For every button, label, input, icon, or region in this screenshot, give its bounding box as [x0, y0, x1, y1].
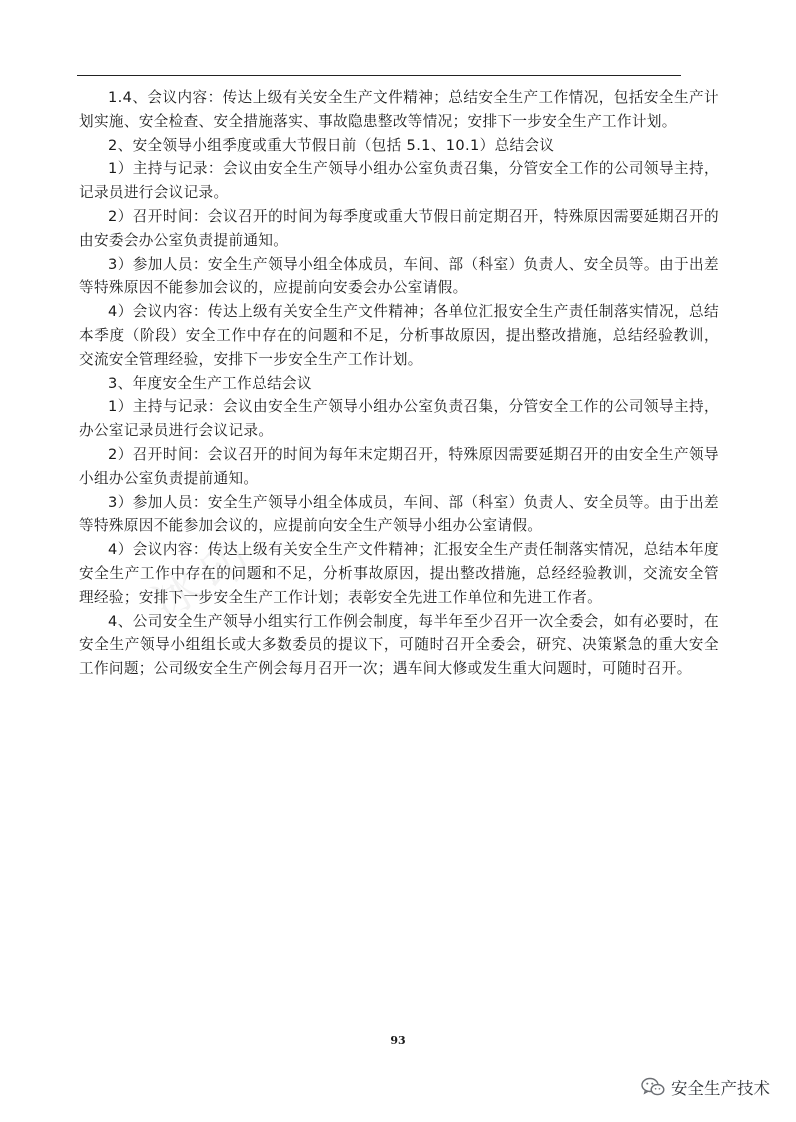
paragraph-2-quarterly-meeting: 2、安全领导小组季度或重大节假日前（包括 5.1、10.1）总结会议	[108, 136, 555, 154]
paragraph-2-1-host: 1）主持与记录：会议由安全生产领导小组办公室负责召集，分管安全工作的公司领导主持，记录员进行会议记录。	[79, 160, 719, 202]
paragraph-2-2-time: 2）召开时间：会议召开的时间为每季度或重大节假日前定期召开，特殊原因需要延期召开的由安委会办公室负责提前通知。	[79, 207, 719, 249]
paragraph-3-annual-meeting: 3、年度安全生产工作总结会议	[108, 374, 312, 392]
brand-watermark	[641, 1075, 770, 1099]
paragraph-2-3-attendees: 3）参加人员：安全生产领导小组全体成员，车间、部（科室）负责人、安全员等。由于出差等特殊原因不能参加会议的，应提前向安委会办公室请假。	[79, 255, 719, 297]
document-body	[79, 86, 719, 681]
paragraph-3-4-content: 4）会议内容：传达上级有关安全生产文件精神；汇报安全生产责任制落实情况，总结本年度安全生产工作中存在的问题和不足，分析事故原因，提出整改措施，总经经验教训，交流安全管理经验；安排下一步安全生产工作计划；表彰安全先进工作单位和先进工作者。	[79, 541, 719, 606]
brand-name: 安全生产技术	[671, 1079, 770, 1098]
watermark: 冰印	[142, 526, 267, 629]
paragraph-3-2-time: 2）召开时间：会议召开的时间为每年末定期召开，特殊原因需要延期召开的由安全生产领导小组办公室负责提前通知。	[79, 445, 719, 487]
page-number: 93	[390, 1034, 406, 1047]
paragraph-1-4-meeting-content: 1.4、会议内容：传达上级有关安全生产文件精神；总结安全生产工作情况，包括安全生产计划实施、安全检查、安全措施落实、事故隐患整改等情况；安排下一步安全生产工作计划。	[79, 89, 719, 130]
paragraph-3-1-host: 1）主持与记录：会议由安全生产领导小组办公室负责召集，分管安全工作的公司领导主持，办公室记录员进行会议记录。	[79, 398, 719, 440]
paragraph-3-3-attendees: 3）参加人员：安全生产领导小组全体成员，车间、部（科室）负责人、安全员等。由于出差等特殊原因不能参加会议的，应提前向安全生产领导小组办公室请假。	[79, 493, 719, 535]
paragraph-2-4-content: 4）会议内容：传达上级有关安全生产文件精神；各单位汇报安全生产责任制落实情况，总结本季度（阶段）安全工作中存在的问题和不足，分析事故原因，提出整改措施，总结经验教训，交流安全管理经验，安排下一步安全生产工作计划。	[79, 303, 719, 368]
paragraph-4-regular-meetings: 4、公司安全生产领导小组实行工作例会制度，每半年至少召开一次全委会，如有必要时，在安全生产领导小组组长或大多数委员的提议下，可随时召开全委会，研究、决策紧急的重大安全工作问题；公司级安全生产例会每月召开一次；遇车间大修或发生重大问题时，可随时召开。	[79, 612, 719, 678]
header-rule	[77, 75, 681, 76]
wechat-icon	[641, 1077, 665, 1097]
